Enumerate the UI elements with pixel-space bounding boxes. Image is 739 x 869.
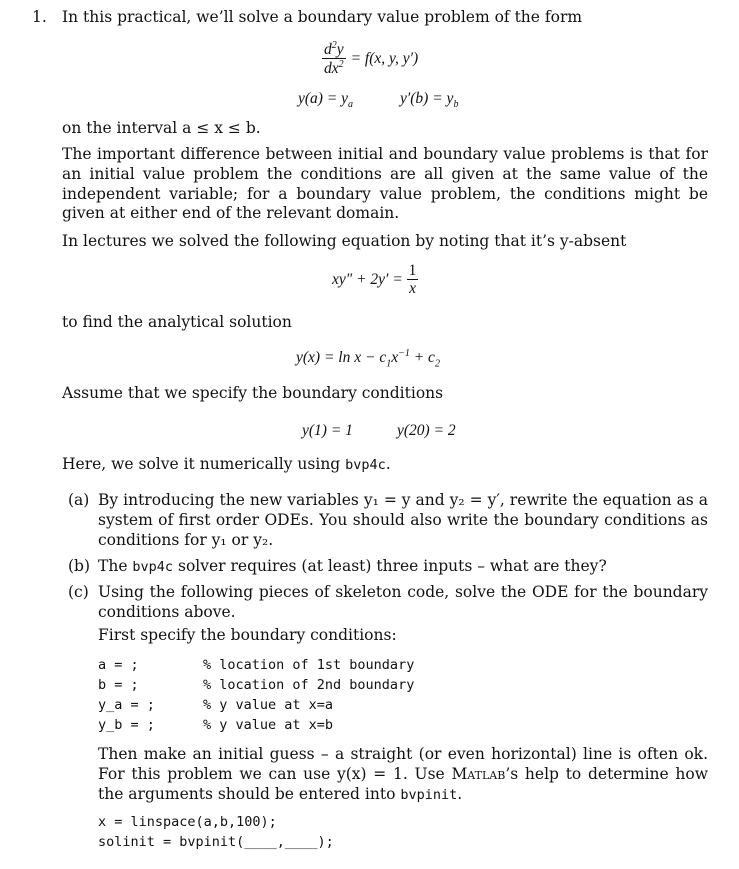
equation-bc-right: $y'(b) = y_b$: [400, 90, 459, 111]
boundary-condition-2: y(20) = 2: [397, 422, 456, 439]
lectures-text: In lectures we solved the following equation by noting that it’s y-absent: [62, 232, 627, 250]
to-find-text: to find the analytical solution: [62, 313, 292, 331]
part-c-text: Using the following pieces of skeleton code, solve the ODE for the boundary conditions above.: [98, 583, 708, 621]
part-c-first: First specify the boundary conditions:: [98, 626, 397, 644]
equation-analytical-solution: $y(x) = \ln x - c_1x^{-1} + c_2$: [296, 348, 440, 370]
code-line-a: a = ;: [98, 657, 139, 673]
initial-guess-paragraph: Then make an initial guess – a straight (or even horizontal) line is often ok. For this problem we can use y(x) = 1. Use Matlab’s help to determine how the arguments should be entered into bvpinit.: [98, 745, 708, 803]
question-number: 1.: [32, 8, 47, 26]
part-a-text: By introducing the new variables y₁ = y and y₂ = y′, rewrite the equation as a system of first order ODEs. You should also write the boundary conditions as conditions for y₁ or y₂.: [98, 491, 708, 549]
code-comment-a: % location of 1st boundary: [203, 657, 415, 673]
code-comment-yb: % y value at x=b: [203, 717, 334, 733]
code-line-b: b = ;: [98, 677, 139, 693]
code-line-ya: y_a = ;: [98, 697, 155, 713]
equation-rhs: = f(x, y, y′): [350, 50, 419, 68]
code-comment-b: % location of 2nd boundary: [203, 677, 415, 693]
code-linspace: x = linspace(a,b,100);: [98, 814, 277, 830]
boundary-condition-1: y(1) = 1: [302, 422, 353, 439]
here-text: Here, we solve it numerically using bvp4c.: [62, 455, 391, 473]
code-comment-ya: % y value at x=a: [203, 697, 334, 713]
code-line-yb: y_b = ;: [98, 717, 155, 733]
part-a-label: (a): [68, 491, 90, 509]
part-c-label: (c): [68, 583, 89, 601]
interval-text: on the interval a ≤ x ≤ b.: [62, 119, 261, 137]
equation-ode-general: $\frac{d^2y}{dx^2}$ = f(x, y, y′): [324, 40, 419, 78]
part-b-label: (b): [68, 557, 91, 575]
part-b-text: The bvp4c solver requires (at least) three inputs – what are they?: [98, 557, 607, 575]
difference-paragraph: The important difference between initial and boundary value problems is that for an initial value problem the conditions are all given at the same value of the independent variable; for a boundary value problem, the conditions might be given at either end of the relevant domain.: [62, 145, 708, 223]
intro-text: In this practical, we’ll solve a boundary value problem of the form: [62, 8, 583, 26]
equation-y-absent: xy″ + 2y′ = $\frac{1}{x}$: [332, 262, 417, 298]
code-bvpinit: solinit = bvpinit(____,____);: [98, 834, 334, 850]
assume-text: Assume that we specify the boundary conditions: [62, 384, 444, 402]
equation-bc-left: $y(a) = y_a$: [298, 90, 354, 111]
